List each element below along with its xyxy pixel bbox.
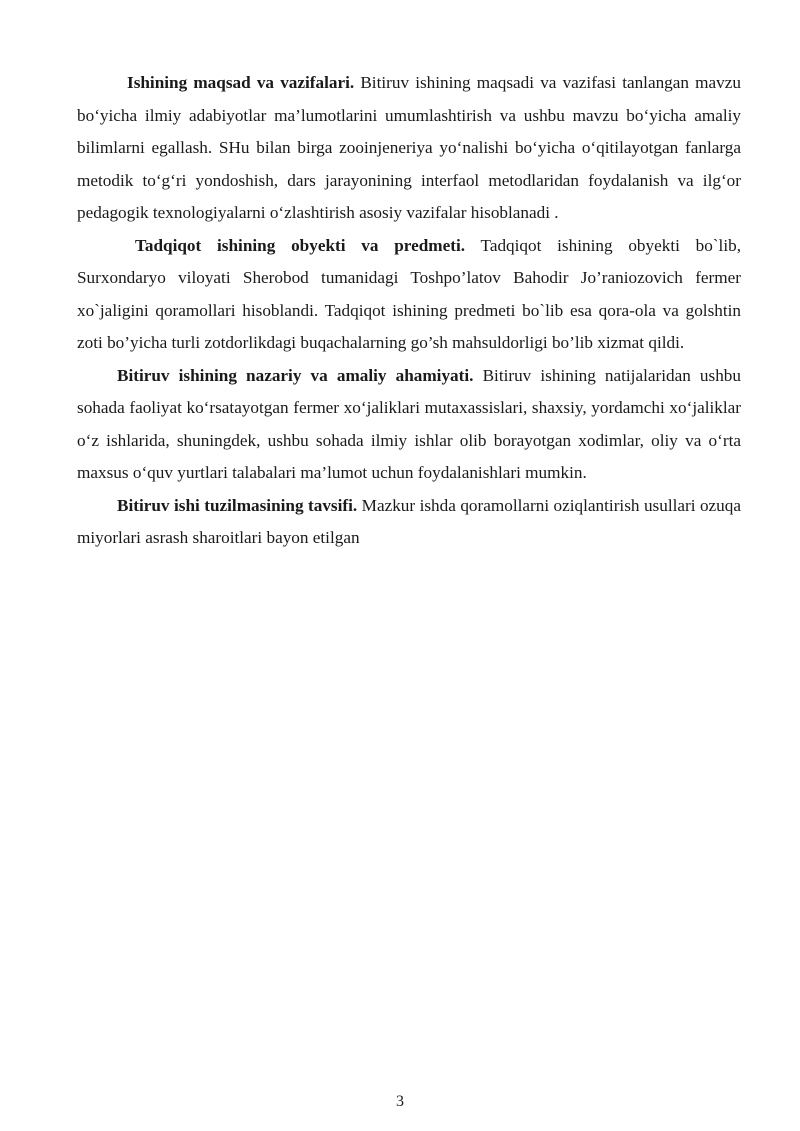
paragraph-text: Bitiruv ishining maqsadi va vazifasi tanlangan mavzu bo‘yicha ilmiy adabiyotlar ma’lumotlarini umumlashtirish va ushbu mavzu bo‘yicha amaliy bilimlarni egallash. SHu bilan birga zooinjeneriya yo‘nalishi bo‘yicha o‘qitilayotgan fanlarga metodik to‘g‘ri yondoshish, dars jarayonining interfaol metodlaridan foydalanish va ilg‘or pedagogik texnologiyalarni o‘zlashtirish asosiy vazifalar hisoblanadi . (77, 73, 741, 222)
paragraph-research-object (77, 230, 741, 360)
paragraph-text: Mazkur ishda qoramollarni oziqlantirish usullari ozuqa miyorlari asrash sharoitlari bayon etilgan (77, 495, 741, 547)
paragraph-heading: Bitiruv ishi tuzilmasining tavsifi. (117, 495, 358, 515)
paragraph-objectives (77, 67, 741, 230)
paragraph-heading: Bitiruv ishining nazariy va amaliy ahamiyati. (117, 365, 474, 385)
paragraph-structure (77, 490, 741, 555)
paragraph-significance (77, 360, 741, 490)
page-number: 3 (396, 1093, 404, 1110)
paragraph-heading: Ishining maqsad va vazifalari. (127, 73, 355, 92)
document-body (77, 67, 741, 555)
paragraph-text: Bitiruv ishining natijalaridan ushbu sohada faoliyat ko‘rsatayotgan fermer xo‘jaliklari mutaxassislari, shaxsiy, yordamchi xo‘jaliklar o‘z ishlarida, shuningdek, ushbu sohada ilmiy ishlar olib borayotgan xodimlar, oliy va o‘rta maxsus o‘quv yurtlari talabalari ma’lumot uchun foydalanishlari mumkin. (77, 365, 741, 482)
paragraph-text: Tadqiqot ishining obyekti bo`lib, Surxondaryo viloyati Sherobod tumanidagi Toshpo’latov Bahodir Jo’raniozovich fermer xo`jaligini qoramollari hisoblandi. Tadqiqot ishining predmeti bo`lib esa qora-ola va golshtin zoti bo’yicha turli zotdorlikdagi buqachalarning go’sh mahsuldorligi bo’lib xizmat qildi. (77, 235, 741, 352)
paragraph-heading: Tadqiqot ishining obyekti va predmeti. (135, 235, 466, 255)
